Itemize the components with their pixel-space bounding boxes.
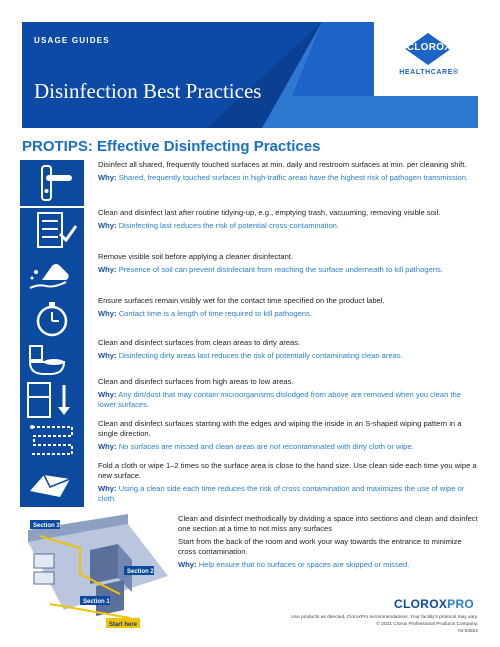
tip-why [98,351,480,361]
tip-why [98,484,480,504]
start-here-label: Start here [109,622,138,628]
section-2-label: Section 2 [127,569,154,575]
tip-text [98,252,480,278]
why-label: Why: [98,442,117,451]
why-label: Why: [178,560,197,569]
why-text: Presence of soil can prevent disinfectant from reaching the surface underneath to kill pathogens. [118,265,443,274]
tip-why [98,173,480,183]
tip-instruction: Disinfect all shared, frequently touched surfaces at min. daily and restroom surfaces at min. per cleaning shift. [98,160,467,169]
why-label: Why: [98,351,117,360]
section-title: PROTIPS: Effective Disinfecting Practices [22,138,321,155]
tip-instruction: Clean and disinfect surfaces from high areas to low areas. [98,377,294,386]
clorox-healthcare-logo [388,31,470,85]
why-text: Disinfecting dirty areas last reduces the risk of potentially contaminating clean areas. [118,351,403,360]
header-banner [22,22,478,128]
why-text: Using a clean side each time reduces the risk of cross contamination and maximizes the use of wipe or cloth. [98,484,465,503]
tip-instruction: Clean and disinfect surfaces starting with the edges and wiping the inside in an S-shaped wiping pattern in a single direction. [98,419,462,438]
cloroxpro-logo [394,597,474,611]
why-text: Disinfecting last reduces the risk of potential cross-contamination. [118,221,340,230]
tip-instruction: Ensure surfaces remain visibly wet for the contact time specified on the product label. [98,296,385,305]
clorox-wordmark: CLOROX [406,42,452,53]
sections-why [178,560,478,570]
tip-instruction: Clean and disinfect last after routine tidying-up, e.g., emptying trash, vacuuming, removing visible soil. [98,208,441,217]
s-pattern-icon [20,419,84,465]
sections-tip-text [178,514,478,573]
why-text: Contact time is a length of time required to kill pathogens. [118,309,313,318]
tip-text [98,461,480,507]
healthcare-wordmark: HEALTHCARE® [399,69,459,76]
why-label: Why: [98,221,117,230]
sections-instruction: Clean and disinfect methodically by dividing a space into sections and clean and disinfect one section at a time to not miss any surfaces [178,514,478,533]
why-label: Why: [98,309,117,318]
tip-instruction: Fold a cloth or wipe 1–2 times so the surface area is close to the hand size. Use clean side each time you wipe a new surface. [98,461,477,480]
tip-why [98,309,480,319]
folded-cloth-icon [20,461,84,507]
floor-plan-illustration [20,514,172,632]
brand-main: CLOROX [394,597,448,611]
why-label: Why: [98,390,117,399]
section-3-label: Section 3 [33,523,60,529]
section-1-label: Section 1 [83,599,110,605]
high-to-low-icon [20,377,84,423]
footer-line-2: © 2021 Clorox Professional Products Company. [376,622,478,627]
sections-start-instruction: Start from the back of the room and work your way towards the entrance to minimize cross contamination. [178,537,462,556]
footer-disclaimer [218,614,478,635]
why-text: Help ensure that no surfaces or spaces are skipped or missed. [198,560,410,569]
tip-instruction: Clean and disinfect surfaces from clean areas to dirty areas. [98,338,301,347]
tip-instruction: Remove visible soil before applying a cleaner disinfectant. [98,252,294,261]
tip-why [98,442,480,452]
tip-text [98,377,480,413]
footer-line-3: NI-53502 [458,629,478,634]
checklist-icon [20,208,84,254]
why-label: Why: [98,265,117,274]
tip-why [98,390,480,410]
why-label: Why: [98,484,117,493]
tip-text [98,296,480,322]
tip-text [98,419,480,455]
door-handle-icon [20,160,84,206]
tip-text [98,208,480,234]
tip-why [98,221,480,231]
tip-why [98,265,480,275]
brand-pro: PRO [447,597,475,611]
tip-text [98,160,480,186]
wiping-hand-icon [20,252,84,298]
stopwatch-icon [20,296,84,342]
page-title: Disinfection Best Practices [34,79,262,103]
why-text: Any dirt/dust that may contain microorganisms dislodged from above are removed when you clean the lower surfaces. [98,390,462,409]
why-text: No surfaces are missed and clean areas are not recontaminated with dirty cloth or wipe. [118,442,414,451]
why-label: Why: [98,173,117,182]
tip-text [98,338,480,364]
why-text: Shared, frequently touched surfaces in high-traffic areas have the highest risk of pathogen transmission. [118,173,469,182]
footer-line-1: Use products as directed. CloroxPro recommendations. Your facility's protocol may vary. [291,615,478,620]
usage-guides-label: USAGE GUIDES [34,36,110,45]
